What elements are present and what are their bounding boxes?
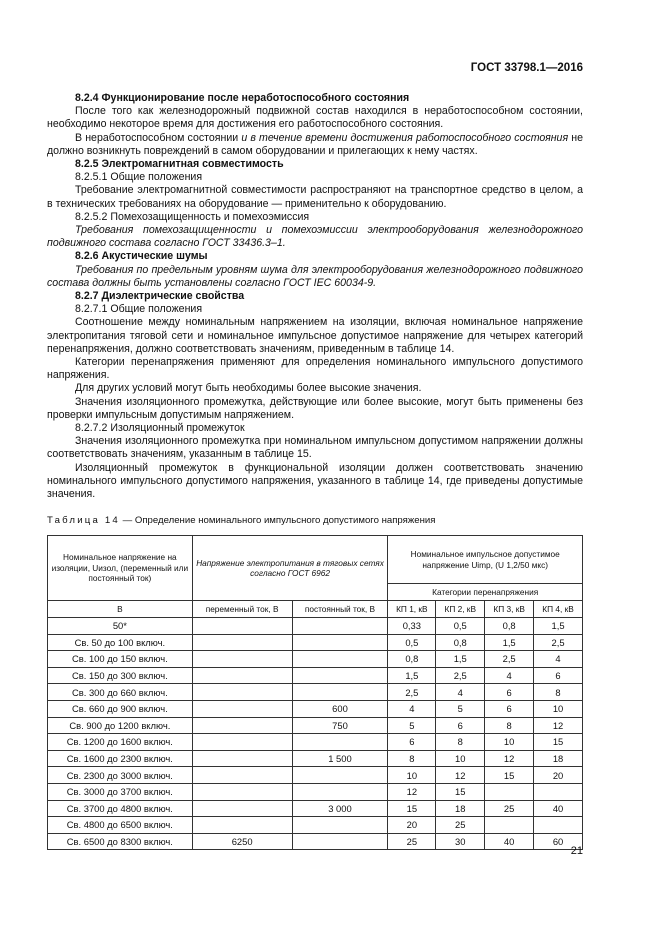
table-cell: Св. 50 до 100 включ. bbox=[48, 634, 193, 651]
paragraph: Изоляционный промежуток в функциональной изоляции должен соответствовать значению номинального импульсного допустимого напряжения, указанного в таблице 14, где приведены допустимые значения. bbox=[47, 461, 583, 501]
table-cell: 10 bbox=[388, 767, 436, 784]
header-impulse-voltage: Номинальное импульсное допустимое напряжение Uimp, (U 1,2/50 мкс) bbox=[388, 536, 583, 584]
table-cell bbox=[192, 800, 292, 817]
table-cell: 10 bbox=[436, 750, 485, 767]
table-row bbox=[48, 833, 583, 850]
table-cell: 18 bbox=[534, 750, 583, 767]
table-cell: Св. 4800 до 6500 включ. bbox=[48, 817, 193, 834]
table-cell bbox=[192, 684, 292, 701]
table-row bbox=[48, 634, 583, 651]
table-cell: 1 500 bbox=[292, 750, 388, 767]
table-cell: 6 bbox=[436, 717, 485, 734]
table-row bbox=[48, 667, 583, 684]
table-row bbox=[48, 734, 583, 751]
table-cell: 8 bbox=[534, 684, 583, 701]
table-cell: 12 bbox=[534, 717, 583, 734]
table-cell bbox=[292, 817, 388, 834]
header-ac: переменный ток, В bbox=[192, 601, 292, 618]
table-cell: Св. 100 до 150 включ. bbox=[48, 651, 193, 668]
table-cell: 0,8 bbox=[388, 651, 436, 668]
table-cell: Св. 3000 до 3700 включ. bbox=[48, 783, 193, 800]
table-cell bbox=[292, 618, 388, 635]
table-cell bbox=[292, 767, 388, 784]
table-row bbox=[48, 717, 583, 734]
section-826-title: 8.2.6 Акустические шумы bbox=[75, 250, 208, 263]
subsection-title: 8.2.5.2 Помехозащищенность и помехоэмиссия bbox=[75, 210, 310, 223]
body-text bbox=[47, 92, 583, 501]
header-dc: постоянный ток, В bbox=[292, 601, 388, 618]
table-cell bbox=[485, 817, 534, 834]
table-cell bbox=[534, 817, 583, 834]
table-14 bbox=[47, 535, 583, 850]
table-cell: 2,5 bbox=[388, 684, 436, 701]
header-kp3: КП 3, кВ bbox=[485, 601, 534, 618]
table-cell bbox=[192, 767, 292, 784]
table-cell bbox=[192, 618, 292, 635]
table-cell bbox=[192, 783, 292, 800]
header-kp4: КП 4, кВ bbox=[534, 601, 583, 618]
table-cell bbox=[192, 634, 292, 651]
paragraph: Значения изоляционного промежутка, действующие или более высокие, могут быть применены без проверки импульсным допустимым напряжением. bbox=[47, 395, 583, 421]
table-cell bbox=[292, 833, 388, 850]
table-cell: Св. 6500 до 8300 включ. bbox=[48, 833, 193, 850]
table-cell: 25 bbox=[436, 817, 485, 834]
table-cell: 60 bbox=[534, 833, 583, 850]
table-cell: Св. 1200 до 1600 включ. bbox=[48, 734, 193, 751]
paragraph: Соотношение между номинальным напряжением на изоляции, включая номинальное напряжение электропитания тяговой сети и номинальное импульсное допустимое напряжение для четырех категорий перенапряжения, должно соответствовать значениям, приведенным в таблице 14. bbox=[47, 316, 583, 355]
page-number: 21 bbox=[570, 845, 583, 857]
paragraph: Требование электромагнитной совместимости распространяют на транспортное средство в целом, а в технических требованиях на оборудование — применительно к оборудованию. bbox=[47, 184, 583, 210]
table-cell: 15 bbox=[485, 767, 534, 784]
table-cell: 2,5 bbox=[436, 667, 485, 684]
table-cell: Св. 1600 до 2300 включ. bbox=[48, 750, 193, 767]
table-cell: 25 bbox=[388, 833, 436, 850]
table-cell: Св. 150 до 300 включ. bbox=[48, 667, 193, 684]
table-cell: 18 bbox=[436, 800, 485, 817]
table-cell: 40 bbox=[534, 800, 583, 817]
subsection-title: 8.2.7.1 Общие положения bbox=[75, 303, 203, 316]
paragraph: В неработоспособном состоянии и в течение времени достижения работоспособного состояния не должно возникнуть повреждений в самом оборудовании и прилегающих к нему частях. bbox=[47, 131, 584, 157]
table-cell: Св. 3700 до 4800 включ. bbox=[48, 800, 193, 817]
table-cell bbox=[292, 783, 388, 800]
table-cell: 1,5 bbox=[534, 618, 583, 635]
table-cell: 1,5 bbox=[436, 651, 485, 668]
table-cell: Св. 660 до 900 включ. bbox=[48, 700, 193, 717]
table-cell: Св. 2300 до 3000 включ. bbox=[48, 767, 193, 784]
table-cell: 10 bbox=[534, 700, 583, 717]
table-cell: 15 bbox=[388, 800, 436, 817]
table-cell: 20 bbox=[534, 767, 583, 784]
table-cell: 30 bbox=[436, 833, 485, 850]
header-rated-insulation-voltage: Номинальное напряжение на изоляции, Uизол, (переменный или постоянный ток) bbox=[48, 536, 193, 601]
paragraph: Для других условий могут быть необходимы более высокие значения. bbox=[75, 382, 422, 395]
table-cell: 1,5 bbox=[485, 634, 534, 651]
table-cell bbox=[534, 783, 583, 800]
table-row bbox=[48, 767, 583, 784]
header-overvoltage-category: Категории перенапряжения bbox=[388, 584, 583, 601]
table-cell bbox=[292, 667, 388, 684]
table-cell bbox=[192, 651, 292, 668]
table-row bbox=[48, 651, 583, 668]
table-cell: 8 bbox=[388, 750, 436, 767]
table-row bbox=[48, 618, 583, 635]
table-cell: 5 bbox=[388, 717, 436, 734]
table-cell: 4 bbox=[485, 667, 534, 684]
table-cell: 15 bbox=[534, 734, 583, 751]
table-cell: 15 bbox=[436, 783, 485, 800]
table-cell bbox=[292, 684, 388, 701]
table-cell: 4 bbox=[534, 651, 583, 668]
header-unit-v: В bbox=[48, 601, 193, 618]
table-body bbox=[48, 618, 583, 850]
table-cell: 25 bbox=[485, 800, 534, 817]
table-cell: 2,5 bbox=[485, 651, 534, 668]
table-cell: 10 bbox=[485, 734, 534, 751]
table-cell: 12 bbox=[485, 750, 534, 767]
table-cell: 0,5 bbox=[388, 634, 436, 651]
table-cell: 3 000 bbox=[292, 800, 388, 817]
table-cell: 0,8 bbox=[485, 618, 534, 635]
table-cell: 6 bbox=[534, 667, 583, 684]
header-kp2: КП 2, кВ bbox=[436, 601, 485, 618]
table-cell: 12 bbox=[388, 783, 436, 800]
table-row bbox=[48, 684, 583, 701]
section-824-title: 8.2.4 Функционирование после неработоспособного состояния bbox=[75, 92, 410, 104]
table-row bbox=[48, 800, 583, 817]
table-cell: 8 bbox=[485, 717, 534, 734]
paragraph: Значения изоляционного промежутка при номинальном импульсном допустимом напряжении должны соответствовать значениям, указанным в таблице 15. bbox=[47, 435, 583, 461]
table-cell: 4 bbox=[436, 684, 485, 701]
table-cell bbox=[192, 717, 292, 734]
table-cell: 0,33 bbox=[388, 618, 436, 635]
table-cell: 1,5 bbox=[388, 667, 436, 684]
table-row bbox=[48, 700, 583, 717]
table-cell: Св. 300 до 660 включ. bbox=[48, 684, 193, 701]
table-cell bbox=[192, 734, 292, 751]
table-row bbox=[48, 817, 583, 834]
paragraph: Категории перенапряжения применяют для определения номинального импульсного допустимого напряжения. bbox=[47, 356, 583, 382]
paragraph: После того как железнодорожный подвижной состав находился в неработоспособном состоянии, необходимо некоторое время для достижения его работоспособного состояния. bbox=[47, 105, 583, 131]
document-number: ГОСТ 33798.1—2016 bbox=[470, 62, 583, 74]
table-cell bbox=[292, 734, 388, 751]
table-cell: 0,8 bbox=[436, 634, 485, 651]
table-cell: 8 bbox=[436, 734, 485, 751]
table-cell: 50* bbox=[48, 618, 193, 635]
table-cell: 12 bbox=[436, 767, 485, 784]
table-cell: 600 bbox=[292, 700, 388, 717]
table-cell: 6 bbox=[485, 684, 534, 701]
table-cell: Св. 900 до 1200 включ. bbox=[48, 717, 193, 734]
table-cell: 20 bbox=[388, 817, 436, 834]
table-row bbox=[48, 783, 583, 800]
table-cell bbox=[192, 667, 292, 684]
table-row bbox=[48, 750, 583, 767]
table-cell bbox=[192, 750, 292, 767]
table-cell bbox=[192, 700, 292, 717]
table-cell: 750 bbox=[292, 717, 388, 734]
subsection-title: 8.2.5.1 Общие положения bbox=[75, 171, 203, 184]
table-cell: 2,5 bbox=[534, 634, 583, 651]
section-827-title: 8.2.7 Диэлектрические свойства bbox=[75, 290, 245, 303]
table-caption: Таблица 14 — Определение номинального импульсного допустимого напряжения bbox=[47, 515, 436, 526]
paragraph: Требования помехозащищенности и помехоэмиссии электрооборудования железнодорожного подвижного состава согласно ГОСТ 33436.3–1. bbox=[47, 224, 583, 250]
table-cell bbox=[292, 634, 388, 651]
table-cell: 6250 bbox=[192, 833, 292, 850]
table-cell: 5 bbox=[436, 700, 485, 717]
table-cell: 0,5 bbox=[436, 618, 485, 635]
header-kp1: КП 1, кВ bbox=[388, 601, 436, 618]
table-cell bbox=[485, 783, 534, 800]
paragraph: Требования по предельным уровням шума для электрооборудования железнодорожного подвижного состава должны быть установлены согласно ГОСТ IEC 60034-9. bbox=[47, 263, 583, 289]
table-cell bbox=[192, 817, 292, 834]
table-cell: 4 bbox=[388, 700, 436, 717]
table-cell bbox=[292, 651, 388, 668]
header-supply-voltage: Напряжение электропитания в тяговых сетях согласно ГОСТ 6962 bbox=[192, 536, 388, 601]
table-cell: 6 bbox=[485, 700, 534, 717]
table-cell: 40 bbox=[485, 833, 534, 850]
section-825-title: 8.2.5 Электромагнитная совместимость bbox=[75, 158, 284, 171]
subsection-title: 8.2.7.2 Изоляционный промежуток bbox=[75, 422, 245, 435]
table-cell: 6 bbox=[388, 734, 436, 751]
